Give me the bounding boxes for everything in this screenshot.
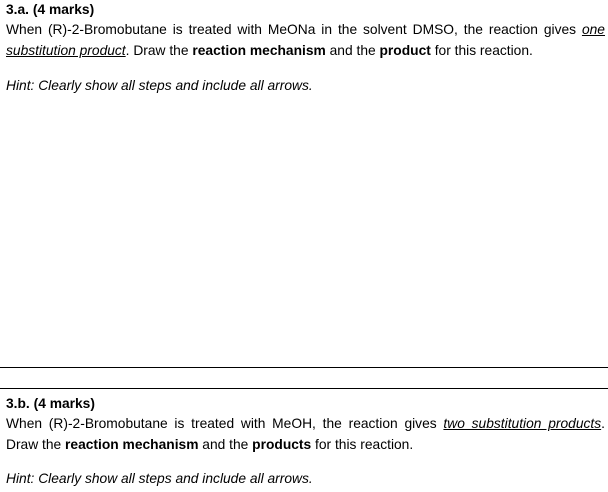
- question-3a-heading: 3.a. (4 marks): [6, 2, 95, 17]
- prompt-text: and the: [198, 437, 253, 452]
- prompt-text: When (R)-2-Bromobutane is treated with MeOH, the reaction gives: [6, 416, 444, 431]
- answer-area-3a[interactable]: [0, 110, 608, 365]
- emphasis-reaction-mechanism: reaction mechanism: [192, 43, 326, 58]
- emphasis-two-substitution-products: two substitution products: [443, 416, 602, 431]
- prompt-text: . Draw the: [125, 43, 193, 58]
- question-3b-hint: Hint: Clearly show all steps and include all arrows.: [6, 471, 313, 486]
- question-3a: [6, 0, 605, 95]
- question-3b-heading: 3.b. (4 marks): [6, 396, 95, 411]
- prompt-text: and the: [325, 43, 380, 58]
- divider-line-bottom: [0, 388, 608, 389]
- emphasis-products: products: [252, 437, 312, 452]
- emphasis-reaction-mechanism: reaction mechanism: [65, 437, 199, 452]
- emphasis-one-substitution-product: one substitution product: [6, 22, 605, 58]
- prompt-text: . Draw the: [6, 416, 605, 452]
- question-3a-hint: Hint: Clearly show all steps and include all arrows.: [6, 78, 313, 93]
- question-3b: [6, 394, 605, 488]
- divider-line-top: [0, 367, 608, 368]
- question-3b-prompt: [6, 413, 605, 455]
- prompt-text: for this reaction.: [311, 437, 414, 452]
- question-3a-prompt: [6, 19, 605, 61]
- prompt-line-1: When (R)-2-Bromobutane is treated with MeONa in the solvent DMSO, the reaction gives: [6, 22, 577, 37]
- emphasis-product: product: [379, 43, 431, 58]
- prompt-text: for this reaction.: [430, 43, 533, 58]
